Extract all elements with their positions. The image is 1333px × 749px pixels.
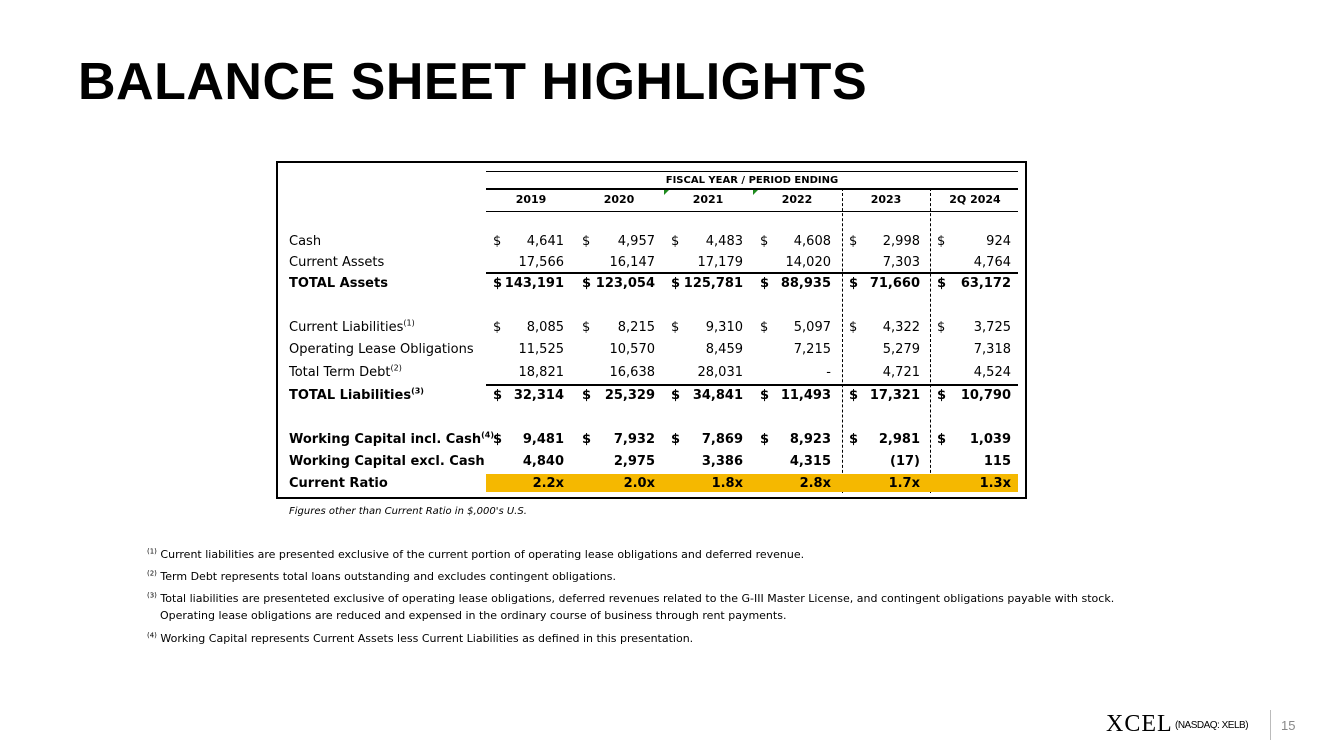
currency-symbol: $ xyxy=(671,432,681,447)
figures-note: Figures other than Current Ratio in $,000's U.S. xyxy=(289,506,527,517)
table-cell: 11,493 xyxy=(780,388,831,403)
row-label: TOTAL Assets xyxy=(289,276,388,291)
row-label: Cash xyxy=(289,234,322,249)
footnote-4: $^{(4)}$ Working Capital represents Current Assets less Current Liabilities as defined in this presentation. xyxy=(147,631,694,645)
table-cell: 25,329 xyxy=(604,388,655,403)
table-row xyxy=(289,431,1029,449)
table-cell: 14,020 xyxy=(785,255,831,270)
table-cell: 4,840 xyxy=(522,454,564,469)
table-cell: 123,054 xyxy=(595,276,655,291)
table-cell: 2,998 xyxy=(882,234,920,249)
year-2023: 2023 xyxy=(870,193,902,206)
currency-symbol: $ xyxy=(849,276,859,291)
table-cell: 4,322 xyxy=(882,320,920,335)
table-cell: 8,215 xyxy=(617,320,655,335)
currency-symbol: $ xyxy=(849,320,858,335)
table-cell: 17,321 xyxy=(869,388,920,403)
comment-marker-icon xyxy=(753,190,758,195)
table-cell: 4,483 xyxy=(705,234,743,249)
currency-symbol: $ xyxy=(849,432,859,447)
currency-symbol: $ xyxy=(760,276,770,291)
year-2q2024: 2Q 2024 xyxy=(949,193,1001,206)
currency-symbol: $ xyxy=(760,432,770,447)
table-cell: 115 xyxy=(983,454,1011,469)
table-cell: 9,310 xyxy=(705,320,743,335)
currency-symbol: $ xyxy=(493,234,502,249)
company-logo: XCEL xyxy=(1106,711,1173,737)
year-2021: 2021 xyxy=(692,193,724,206)
year-2020: 2020 xyxy=(603,193,635,206)
currency-symbol: $ xyxy=(937,432,947,447)
table-row xyxy=(289,233,1029,251)
table-cell: 11,525 xyxy=(518,342,564,357)
currency-symbol: $ xyxy=(849,234,858,249)
currency-symbol: $ xyxy=(760,388,770,403)
table-cell: - xyxy=(826,365,831,380)
table-cell: 4,608 xyxy=(793,234,831,249)
currency-symbol: $ xyxy=(671,320,680,335)
table-cell: 3,386 xyxy=(701,454,743,469)
row-label: TOTAL Liabilities$^{(3)}$ xyxy=(289,386,424,403)
table-cell: 17,179 xyxy=(697,255,743,270)
table-cell: 34,841 xyxy=(692,388,743,403)
table-cell: 125,781 xyxy=(683,276,743,291)
footnote-3-continued: Operating lease obligations are reduced and expensed in the ordinary course of business through rent payments. xyxy=(160,609,787,622)
table-cell: 7,303 xyxy=(882,255,920,270)
table-cell: 32,314 xyxy=(513,388,564,403)
row-label: Current Ratio xyxy=(289,476,388,491)
row-label: Total Term Debt$^{(2)}$ xyxy=(289,363,402,380)
table-cell: 4,721 xyxy=(882,365,920,380)
currency-symbol: $ xyxy=(849,388,859,403)
table-cell: 18,821 xyxy=(518,365,564,380)
table-cell: 9,481 xyxy=(522,432,564,447)
table-cell: 2.2x xyxy=(532,476,564,491)
table-cell: 2.8x xyxy=(799,476,831,491)
table-cell: 71,660 xyxy=(869,276,920,291)
table-row xyxy=(289,387,1029,405)
page-number: 15 xyxy=(1281,718,1296,733)
table-cell: 16,638 xyxy=(609,365,655,380)
header-rule xyxy=(486,171,1018,172)
table-cell: 5,279 xyxy=(882,342,920,357)
currency-symbol: $ xyxy=(582,388,592,403)
table-cell: 4,641 xyxy=(526,234,564,249)
header-rule xyxy=(486,188,1018,190)
currency-symbol: $ xyxy=(671,388,681,403)
table-cell: 5,097 xyxy=(793,320,831,335)
table-cell: 10,570 xyxy=(609,342,655,357)
table-cell: 88,935 xyxy=(780,276,831,291)
currency-symbol: $ xyxy=(937,320,946,335)
table-cell: 10,790 xyxy=(960,388,1011,403)
currency-symbol: $ xyxy=(493,320,502,335)
row-label: Working Capital excl. Cash xyxy=(289,454,485,469)
currency-symbol: $ xyxy=(493,388,503,403)
table-cell: 143,191 xyxy=(504,276,564,291)
footnote-1: $^{(1)}$ Current liabilities are presented exclusive of the current portion of operating lease obligations and deferred revenue. xyxy=(147,547,805,561)
table-cell: 2.0x xyxy=(623,476,655,491)
table-row xyxy=(289,275,1029,293)
table-cell: 8,923 xyxy=(789,432,831,447)
footer-divider xyxy=(1270,710,1271,740)
table-cell: 7,932 xyxy=(613,432,655,447)
table-cell: 4,764 xyxy=(973,255,1011,270)
table-cell: 7,215 xyxy=(793,342,831,357)
total-rule xyxy=(486,272,1018,274)
table-row xyxy=(289,364,1029,382)
currency-symbol: $ xyxy=(582,320,591,335)
table-cell: 2,975 xyxy=(613,454,655,469)
table-row xyxy=(289,475,1029,493)
footnote-3: $^{(3)}$ Total liabilities are presenteted exclusive of operating lease obligations, deferred revenues related to the G-III Master License, and contingent obligations payable with stock. xyxy=(147,591,1115,605)
table-cell: 7,869 xyxy=(701,432,743,447)
page-title: BALANCE SHEET HIGHLIGHTS xyxy=(78,53,868,111)
table-cell: 8,085 xyxy=(526,320,564,335)
table-cell: 7,318 xyxy=(973,342,1011,357)
comment-marker-icon xyxy=(664,190,669,195)
row-label: Current Liabilities$^{(1)}$ xyxy=(289,318,415,335)
table-cell: 1.7x xyxy=(888,476,920,491)
currency-symbol: $ xyxy=(937,388,947,403)
total-rule xyxy=(486,384,1018,386)
ticker-symbol: (NASDAQ: XELB) xyxy=(1175,720,1249,731)
table-cell: 8,459 xyxy=(705,342,743,357)
currency-symbol: $ xyxy=(760,320,769,335)
currency-symbol: $ xyxy=(937,234,946,249)
row-label: Current Assets xyxy=(289,255,385,270)
table-cell: 28,031 xyxy=(697,365,743,380)
row-label: Operating Lease Obligations xyxy=(289,342,474,357)
currency-symbol: $ xyxy=(760,234,769,249)
table-cell: 1.8x xyxy=(711,476,743,491)
table-cell: 1,039 xyxy=(969,432,1011,447)
table-cell: 2,981 xyxy=(878,432,920,447)
currency-symbol: $ xyxy=(582,432,592,447)
table-cell: 3,725 xyxy=(973,320,1011,335)
currency-symbol: $ xyxy=(582,234,591,249)
table-cell: 16,147 xyxy=(609,255,655,270)
currency-symbol: $ xyxy=(671,234,680,249)
table-row xyxy=(289,319,1029,337)
footnote-2: $^{(2)}$ Term Debt represents total loans outstanding and excludes contingent obligations. xyxy=(147,569,616,583)
row-label: Working Capital incl. Cash$^{(4)}$ xyxy=(289,430,494,447)
table-cell: 4,315 xyxy=(789,454,831,469)
table-cell: 17,566 xyxy=(518,255,564,270)
year-2022: 2022 xyxy=(781,193,813,206)
table-row xyxy=(289,453,1029,471)
table-cell: 1.3x xyxy=(979,476,1011,491)
table-cell: (17) xyxy=(890,454,920,469)
table-row xyxy=(289,341,1029,359)
table-row xyxy=(289,254,1029,272)
fiscal-year-header: FISCAL YEAR / PERIOD ENDING xyxy=(665,175,839,186)
currency-symbol: $ xyxy=(671,276,681,291)
currency-symbol: $ xyxy=(937,276,947,291)
year-rule xyxy=(486,211,1018,212)
table-cell: 924 xyxy=(986,234,1011,249)
table-cell: 4,957 xyxy=(617,234,655,249)
year-2019: 2019 xyxy=(515,193,547,206)
currency-symbol: $ xyxy=(493,432,503,447)
table-cell: 63,172 xyxy=(960,276,1011,291)
currency-symbol: $ xyxy=(493,276,503,291)
currency-symbol: $ xyxy=(582,276,592,291)
table-cell: 4,524 xyxy=(973,365,1011,380)
